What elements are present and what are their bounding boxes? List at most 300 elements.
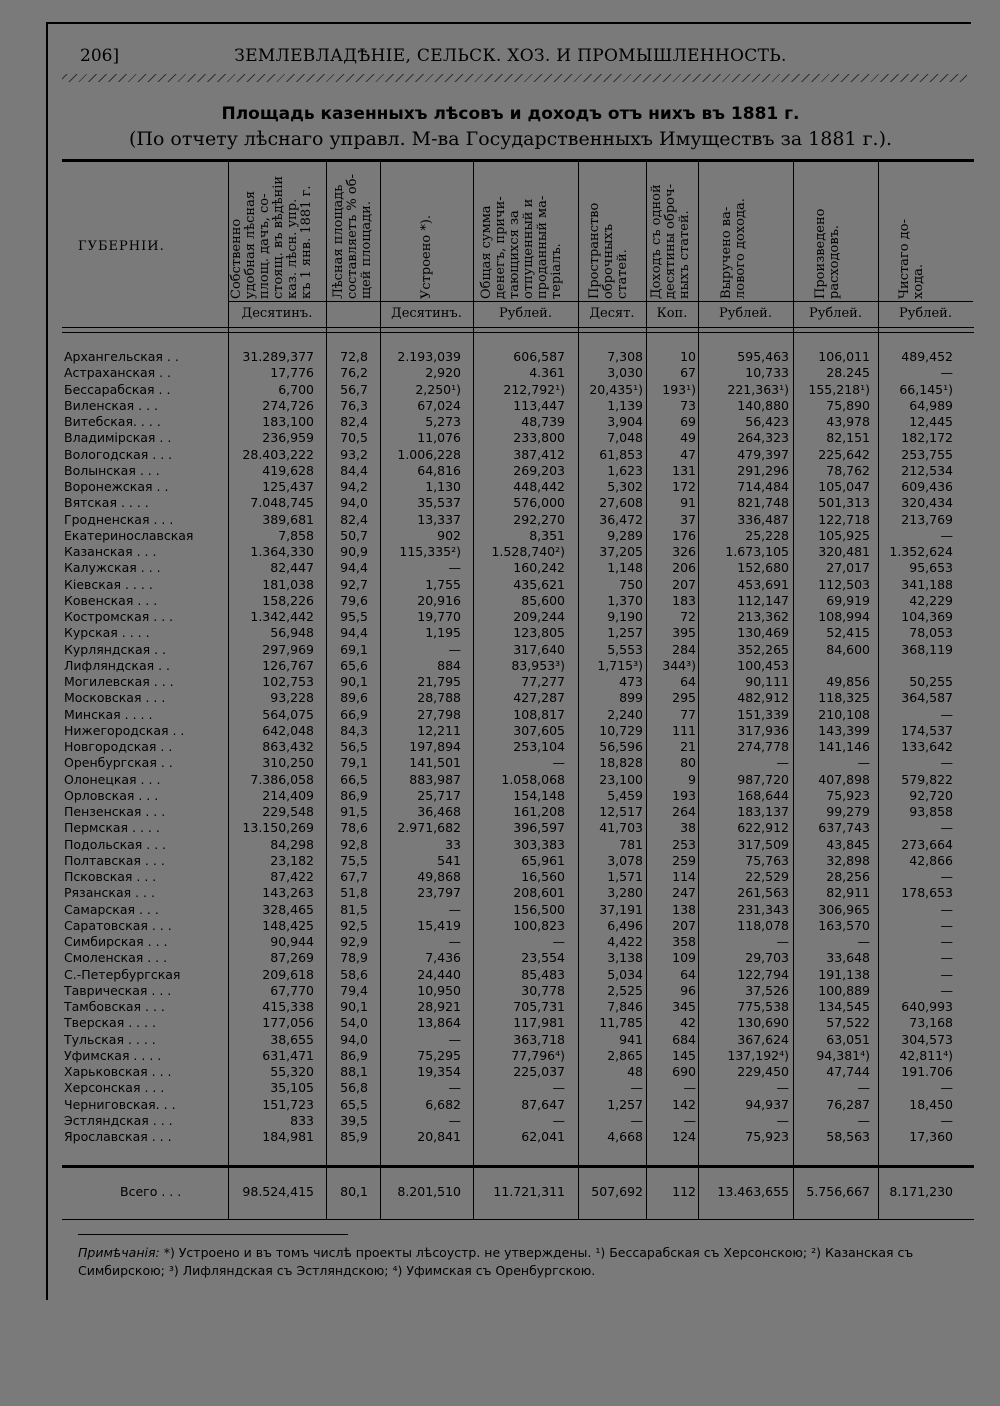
table-cell: 100,823 [513,917,565,933]
column-header-line: расходовъ. [827,224,842,299]
table-row [48,999,973,1015]
footnote [78,1244,958,1280]
table-cell: 77,796⁴) [511,1047,565,1063]
table-cell: 595,463 [737,349,789,364]
table-cell: 7,308 [607,349,643,364]
table-cell: 82,151 [826,430,870,446]
table-cell: 94,4 [340,560,368,576]
table-cell: 17,360 [909,1129,953,1144]
gubernia-name: Смоленская . . . [64,950,168,966]
table-cell: 141,146 [818,739,870,754]
table-cell: 6,496 [607,917,643,933]
table-row [48,755,973,771]
table-cell: 168,644 [737,787,789,803]
table-cell: 1,623 [607,462,643,478]
table-cell: 3,030 [607,365,643,381]
gubernia-name: Витебская. . . . [64,414,161,429]
table-cell: 367,624 [737,1031,789,1047]
table-row [48,950,973,966]
table-cell: 1,571 [607,869,643,884]
table-cell: 714,484 [737,479,789,494]
column-header-percent [332,174,374,299]
table-cell: 31.289,377 [242,349,314,364]
table-row [48,1097,973,1113]
column-header-line: Лѣсная площадь [331,184,346,299]
table-row [48,820,973,836]
table-cell: 705,731 [513,999,565,1014]
table-cell: 261,563 [737,885,789,901]
table-row [48,447,973,463]
table-cell: 182,172 [901,430,953,446]
table-cell: 225,642 [818,446,870,462]
table-cell: 28.403,222 [242,446,314,462]
page-number: 206] [80,46,120,66]
unit-label: Рублей. [809,306,862,321]
table-cell: — [940,365,953,381]
table-cell: 56,948 [270,625,314,641]
table-cell: 58,563 [826,1129,870,1144]
table-cell: 941 [619,1031,643,1047]
table-cell: 92,9 [340,934,368,949]
table-cell: 27,798 [417,706,461,722]
table-cell: 62,041 [521,1129,565,1144]
table-cell: 883,987 [409,771,461,787]
table-cell: 156,500 [513,901,565,917]
table-cell: 181,038 [262,576,314,592]
table-row [48,577,973,593]
table-cell: 124 [672,1129,696,1144]
table-cell: 84,600 [826,641,870,657]
table-cell: 91 [680,495,696,511]
table-cell: — [630,1080,643,1096]
table-cell: 13,337 [417,511,461,527]
unit-label: Рублей. [899,306,952,321]
gubernia-name: Тамбовская . . . [64,999,165,1014]
table-cell: 22,529 [745,869,789,884]
table-row [48,1113,973,1129]
gubernia-name: Пензенская . . . [64,804,166,819]
table-cell: 35,105 [270,1080,314,1096]
table-cell: 310,250 [262,755,314,771]
table-cell: 884 [437,657,461,673]
table-cell: 88,1 [340,1064,368,1079]
table-cell: 177,056 [262,1015,314,1031]
table-cell: — [776,755,789,771]
table-cell: — [552,1112,565,1128]
table-cell: 115,335²) [399,544,461,559]
table-cell: 833 [290,1112,314,1128]
table-cell: 501,313 [818,495,870,511]
table-cell: 564,075 [262,706,314,722]
table-cell: 90,944 [270,934,314,949]
table-cell: — [940,820,953,836]
table-cell: 3,138 [607,950,643,966]
table-cell: 389,681 [262,511,314,527]
column-header-line: стоящ. въ вѣдѣніи [271,175,286,299]
table-row [48,528,973,544]
table-cell: 1.058,068 [501,771,565,787]
gubernia-name: Архангельская . . [64,349,179,364]
table-cell: 273,664 [901,836,953,852]
table-cell: 49,856 [826,674,870,689]
table-cell: 16,560 [521,869,565,884]
table-cell: 264,323 [737,430,789,446]
table-cell: 11,076 [417,430,461,446]
table-cell: — [776,934,789,949]
table-cell: 90,111 [745,674,789,689]
column-header-line: каз. лѣсн. упр. [285,198,300,299]
table-cell: 368,119 [901,641,953,657]
table-cell: 197,894 [409,739,461,754]
table-cell: 118,325 [818,690,870,706]
table-cell: 427,287 [513,690,565,706]
rule-units [228,301,973,302]
table-cell: 7,048 [607,430,643,446]
table-cell: 56,7 [340,381,368,397]
table-cell: 105,925 [818,527,870,543]
table-cell: 640,993 [901,999,953,1014]
table-cell: 482,912 [737,690,789,706]
table-cell: 96 [680,982,696,998]
table-cell: 17,776 [270,365,314,381]
table-cell: 206 [672,560,696,576]
table-cell: 750 [619,576,643,592]
table-cell: 85,483 [521,966,565,982]
table-cell: 102,753 [262,674,314,689]
total-cell: 8.201,510 [397,1184,461,1199]
table-cell: 1,139 [607,397,643,413]
table-row [48,560,973,576]
gubernia-name: Костромская . . . [64,609,174,624]
table-cell: 29,703 [745,950,789,966]
table-cell: 86,9 [340,1047,368,1063]
wavy-rule [62,74,967,82]
table-row [48,690,973,706]
column-header-line: площ. дачъ, со- [257,193,272,299]
table-cell: — [940,982,953,998]
table-cell: 24,440 [417,966,461,982]
gubernia-name: Вятская . . . . [64,495,149,511]
table-cell: 9,190 [607,609,643,624]
table-cell: — [857,1112,870,1128]
gubernia-name: Симбирская . . . [64,934,168,949]
table-cell: 125,437 [262,479,314,494]
table-cell: — [552,1080,565,1096]
table-cell: 176 [672,527,696,543]
table-cell: 42,866 [909,852,953,868]
page [46,22,971,1300]
table-cell: 637,743 [818,820,870,836]
table-cell: 66,145¹) [899,381,953,397]
table-cell: 84,298 [270,836,314,852]
column-header-line: теріалъ. [549,243,564,299]
table-row [48,869,973,885]
table-cell: 21,795 [417,674,461,689]
table-cell: 419,628 [262,462,314,478]
table-cell: 7,858 [278,527,314,543]
table-cell: 49,868 [417,869,461,884]
table-cell: 109 [672,950,696,966]
table-cell: 2,240 [607,706,643,722]
table-cell: 108,817 [513,706,565,722]
table-row [48,365,973,381]
table-cell: 6,682 [425,1096,461,1112]
table-cell: 75,923 [745,1129,789,1144]
table-cell: 92,7 [340,576,368,592]
table-cell: 151,339 [737,706,789,722]
unit-label: Десятинъ. [241,306,313,321]
table-cell: 67 [680,365,696,381]
table-cell: 213,362 [737,609,789,624]
table-cell: 20,916 [417,592,461,608]
table-cell: 72,8 [340,349,368,364]
table-cell: 69,919 [826,592,870,608]
table-cell: 642,048 [262,722,314,738]
column-header-line: отпущенный и [521,198,536,299]
table-cell: 55,320 [270,1064,314,1079]
table-cell: 4,668 [607,1129,643,1144]
gubernia-name: Псковская . . . [64,869,157,884]
gubernia-name: С.-Петербургская [64,966,181,982]
table-cell: 72 [680,609,696,624]
table-cell: 3,078 [607,852,643,868]
table-cell: 345 [672,999,696,1014]
gubernia-name: Екатеринославская [64,527,194,543]
gubernia-name: Саратовская . . . [64,917,172,933]
column-header-line: ныхъ статей. [677,210,692,299]
table-cell: 33 [445,836,461,852]
table-cell: 90,1 [340,674,368,689]
table-cell: 37,191 [599,901,643,917]
table-cell: 274,778 [737,739,789,754]
table-row [48,625,973,641]
table-cell: — [448,1080,461,1096]
rule-header-bottom [62,327,974,328]
table-cell: 10 [680,349,696,364]
table-cell: — [857,934,870,949]
table-cell: 78,9 [340,950,368,966]
gubernia-name: Новгородская . . [64,739,173,754]
table-cell: 541 [437,852,461,868]
gubernia-name: Виленская . . . [64,397,158,413]
table-cell: 47,744 [826,1064,870,1079]
table-cell: 76,3 [340,397,368,413]
table-cell: 87,647 [521,1096,565,1112]
table-cell: 113,447 [513,397,565,413]
table-cell: 79,4 [340,982,368,998]
table-cell: 5,034 [607,966,643,982]
table-cell: 320,481 [818,544,870,559]
table-cell: 67,024 [417,397,461,413]
table-cell: 5,273 [425,414,461,429]
table-cell: 151,723 [262,1096,314,1112]
table-row [48,902,973,918]
table-cell: 41,703 [599,820,643,836]
table-cell: 448,442 [513,479,565,494]
table-cell: 317,509 [737,836,789,852]
table-cell: 63,051 [826,1031,870,1047]
gubernia-name: Пермская . . . . [64,820,160,836]
table-cell: 473 [619,674,643,689]
table-cell: — [448,560,461,576]
gubernia-name: Московская . . . [64,690,166,706]
unit-label: Десят. [589,306,635,321]
total-cell: 8.171,230 [889,1184,953,1199]
table-cell: 23,182 [270,852,314,868]
gubernia-name: Кіевская . . . . [64,576,153,592]
table-cell: 23,797 [417,885,461,901]
gubernia-name: Воронежская . . [64,479,169,494]
column-header-line: Собственно [229,218,244,299]
table-cell: 183,100 [262,414,314,429]
table-cell: 33,648 [826,950,870,966]
table-cell: 1,148 [607,560,643,576]
table-cell: 10,950 [417,982,461,998]
table-cell: — [448,641,461,657]
table-cell: 253,755 [901,446,953,462]
table-cell: 52,415 [826,625,870,641]
table-cell: 82,447 [270,560,314,576]
table-cell: 28,921 [417,999,461,1014]
table-cell: 5,302 [607,479,643,494]
table-row [48,382,973,398]
gubernia-name: Калужская . . . [64,560,161,576]
table-cell: 184,981 [262,1129,314,1144]
table-title: Площадь казенныхъ лѣсовъ и доходъ отъ нихъ въ 1881 г. [221,104,800,124]
gubernia-name: Ярославская . . . [64,1129,172,1144]
table-cell: 3,280 [607,885,643,901]
table-cell: 364,587 [901,690,953,706]
table-cell: 336,487 [737,511,789,527]
total-row [48,1184,973,1204]
total-cell: 11.721,311 [493,1184,565,1199]
table-cell: 82,4 [340,511,368,527]
table-cell: — [683,1080,696,1096]
table-row [48,723,973,739]
table-cell: 130,469 [737,625,789,641]
table-cell: 94,937 [745,1096,789,1112]
column-header-line: оброчныхъ [601,223,616,299]
table-cell: 57,522 [826,1015,870,1031]
table-cell: 114 [672,869,696,884]
table-cell: 25,717 [417,787,461,803]
table-cell: 73 [680,397,696,413]
table-cell: 479,397 [737,446,789,462]
table-cell: 9 [688,771,696,787]
table-cell: 92,720 [909,787,953,803]
table-cell: 137,192⁴) [727,1047,789,1063]
table-row [48,430,973,446]
table-cell: 87,269 [270,950,314,966]
table-cell: 47 [680,446,696,462]
table-cell: 87,422 [270,869,314,884]
table-cell: — [940,966,953,982]
table-cell: 10,729 [599,722,643,738]
column-header-line: составляетъ % об- [345,174,360,299]
table-cell: 42,229 [909,592,953,608]
table-cell: 95,5 [340,609,368,624]
table-cell: 94,2 [340,479,368,494]
table-cell: 11,785 [599,1015,643,1031]
table-cell: 112,503 [818,576,870,592]
table-cell: 1,257 [607,1096,643,1112]
rule-header-bottom-2 [62,332,974,333]
table-row [48,967,973,983]
table-cell: 65,961 [521,852,565,868]
table-cell: — [776,1112,789,1128]
table-cell: 100,889 [818,982,870,998]
gubernia-name: Астраханская . . [64,365,172,381]
table-cell: 253,104 [513,739,565,754]
table-cell: 54,0 [340,1015,368,1031]
table-cell: 631,471 [262,1047,314,1063]
table-cell: 435,621 [513,576,565,592]
gubernia-name: Курская . . . . [64,625,150,641]
table-row [48,707,973,723]
table-cell: 104,369 [901,609,953,624]
table-cell: 91,5 [340,804,368,819]
gubernia-name: Олонецкая . . . [64,771,161,787]
table-cell: 1.006,228 [397,446,461,462]
gubernia-name: Вологодская . . . [64,446,173,462]
table-cell: 27,608 [599,495,643,511]
table-row [48,1080,973,1096]
table-cell: 35,537 [417,495,461,511]
table-cell: 37,205 [599,544,643,559]
table-cell: 83,953³) [511,657,565,673]
total-cell: 507,692 [591,1184,643,1199]
table-cell: 90,9 [340,544,368,559]
rule-before-total [62,1165,974,1168]
table-cell: 212,534 [901,462,953,478]
table-cell: 75,5 [340,852,368,868]
table-cell: 42,811⁴) [899,1047,953,1063]
table-cell: 307,605 [513,722,565,738]
table-cell: 407,898 [818,771,870,787]
table-cell: 259 [672,852,696,868]
table-row [48,398,973,414]
unit-label: Рублей. [499,306,552,321]
table-cell: 143,263 [262,885,314,901]
table-cell: 284 [672,641,696,657]
table-cell: 295 [672,690,696,706]
table-cell: 30,778 [521,982,565,998]
table-cell: — [940,934,953,949]
gubernia-name: Тульская . . . . [64,1031,156,1047]
table-cell: 3,904 [607,414,643,429]
table-cell: 208,601 [513,885,565,901]
table-cell: 4.361 [529,365,565,381]
table-cell: 214,409 [262,787,314,803]
table-cell: 174,537 [901,722,953,738]
table-cell: 89,6 [340,690,368,706]
table-cell: 1,257 [607,625,643,641]
table-cell: 193¹) [662,381,696,397]
table-cell: 209,618 [262,966,314,982]
table-row [48,1015,973,1031]
table-cell: 100,453 [737,657,789,673]
table-cell: 86,9 [340,787,368,803]
table-cell: 95,653 [909,560,953,576]
table-cell: 1,755 [425,576,461,592]
table-cell: 93,2 [340,446,368,462]
gubernia-name: Харьковская . . . [64,1064,172,1079]
table-cell: 93,858 [909,804,953,819]
table-cell: — [940,755,953,771]
table-cell: 453,691 [737,576,789,592]
table-cell: 247 [672,885,696,901]
table-cell: 12,517 [599,804,643,819]
